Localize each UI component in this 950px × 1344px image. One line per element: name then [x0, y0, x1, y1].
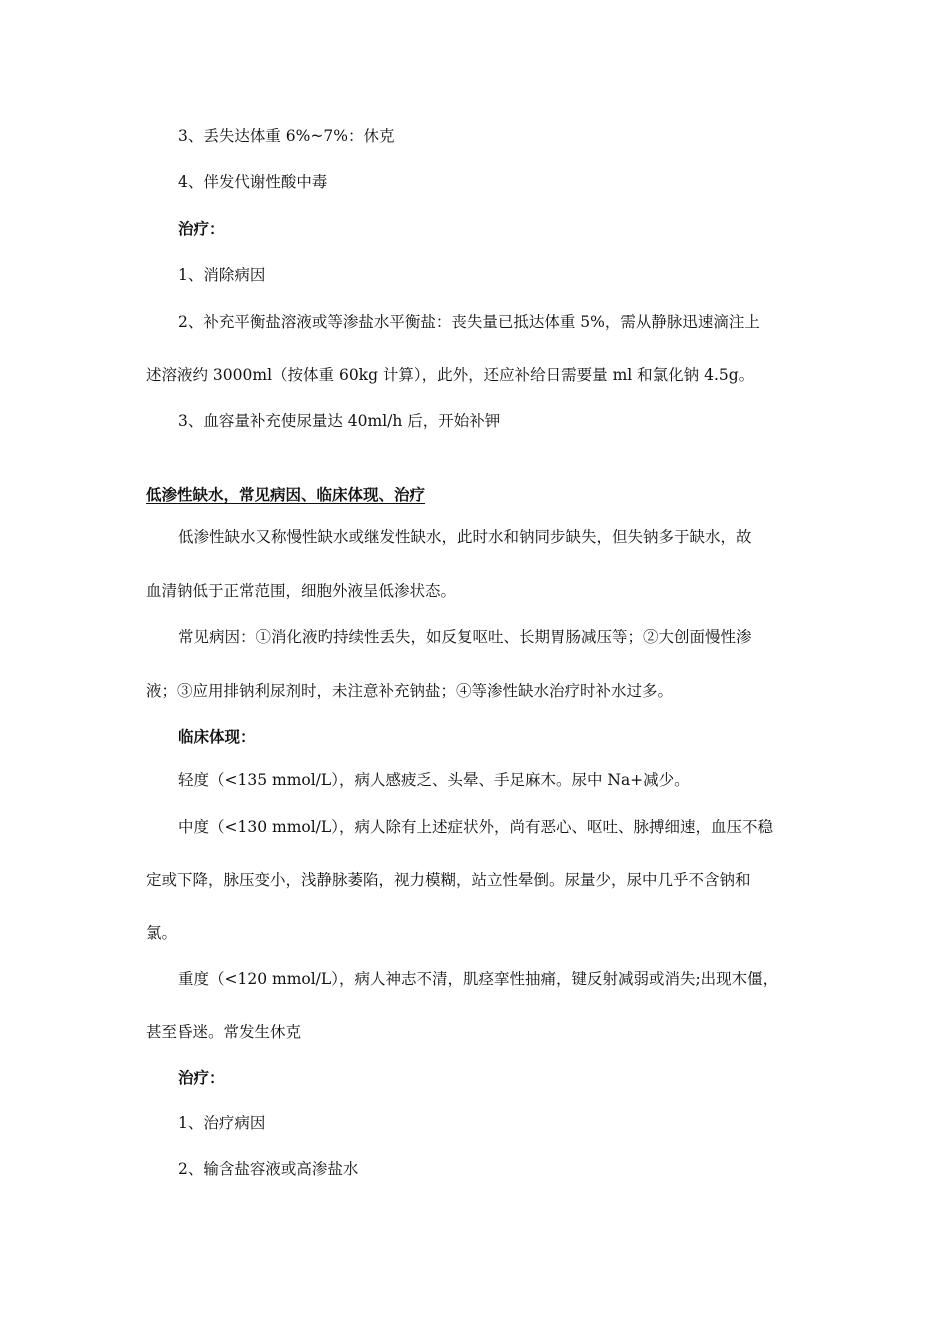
paragraph-line: 重度（<120 mmol/L），病人神志不清，肌痉挛性抽痛，键反射减弱或消失;出现木僵， [178, 970, 779, 988]
list-item: 2、输含盐容液或高渗盐水 [178, 1160, 359, 1178]
list-item: 3、血容量补充使尿量达 40ml/h 后，开始补钾 [178, 412, 501, 430]
section-label-clinical: 临床体现： [178, 727, 256, 746]
paragraph-line: 血清钠低于正常范围，细胞外液呈低渗状态。 [146, 582, 457, 600]
paragraph-line: 液；③应用排钠利尿剂时，未注意补充钠盐；④等渗性缺水治疗时补水过多。 [146, 682, 674, 700]
list-item: 1、治疗病因 [178, 1114, 266, 1132]
list-item: 4、伴发代谢性酸中毒 [178, 173, 328, 191]
paragraph-line: 甚至昏迷。常发生休克 [146, 1023, 302, 1041]
section-label-treatment: 治疗： [178, 219, 225, 238]
paragraph-line: 氯。 [146, 924, 178, 942]
list-item: 1、消除病因 [178, 266, 266, 284]
paragraph-line: 轻度（<135 mmol/L），病人感疲乏、头晕、手足麻木。尿中 Na+减少。 [178, 771, 690, 789]
paragraph-line: 定或下降，脉压变小，浅静脉萎陷，视力模糊，站立性晕倒。尿量少，尿中几乎不含钠和 [146, 871, 751, 889]
list-item: 3、丢失达体重 6%~7%：休克 [178, 127, 395, 145]
paragraph-line: 低渗性缺水又称慢性缺水或继发性缺水，此时水和钠同步缺失，但失钠多于缺水，故 [178, 528, 752, 546]
paragraph-line: 中度（<130 mmol/L），病人除有上述症状外，尚有恶心、呕吐、脉搏细速，血压不稳 [178, 818, 773, 836]
section-heading: 低渗性缺水，常见病因、临床体现、治疗 [146, 485, 426, 504]
section-label-treatment: 治疗： [178, 1068, 225, 1087]
paragraph-line: 述溶液约 3000ml（按体重 60kg 计算），此外，还应补给日需要量 ml 和氯化钠 4.5g。 [146, 366, 755, 384]
list-item: 2、补充平衡盐溶液或等渗盐水平衡盐：丧失量已抵达体重 5%，需从静脉迅速滴注上 [178, 313, 760, 331]
paragraph-line: 常见病因：①消化液旳持续性丢失，如反复呕吐、长期胃肠减压等；②大创面慢性渗 [178, 628, 752, 646]
